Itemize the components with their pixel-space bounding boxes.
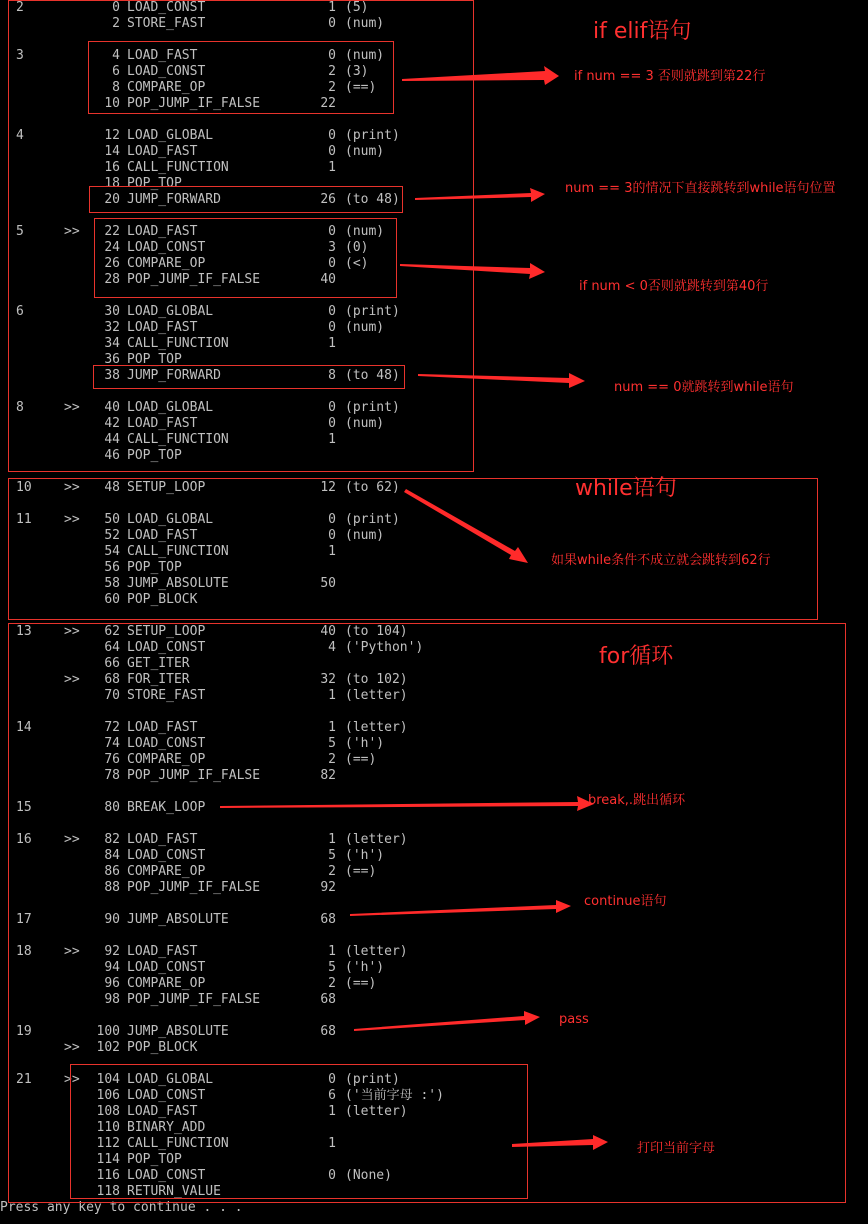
opcode-argument: 1 [328, 336, 336, 351]
opcode-argument: 0 [328, 16, 336, 31]
bytecode-offset: 100 [96, 1024, 120, 1039]
opcode-argument: 2 [328, 752, 336, 767]
opcode-argument: 1 [328, 1136, 336, 1151]
argument-description: (num) [345, 528, 385, 543]
source-line-number: 21 [16, 1072, 32, 1087]
argument-description: (num) [345, 224, 385, 239]
bytecode-offset: 54 [104, 544, 120, 559]
opcode-name: COMPARE_OP [127, 256, 206, 271]
opcode-argument: 3 [328, 240, 336, 255]
bytecode-offset: 30 [104, 304, 120, 319]
opcode-name: FOR_ITER [127, 672, 190, 687]
source-line-number: 8 [16, 400, 24, 415]
opcode-argument: 2 [328, 80, 336, 95]
bytecode-offset: 24 [104, 240, 120, 255]
argument-description: (num) [345, 320, 385, 335]
argument-description: (letter) [345, 832, 408, 847]
arrow-8 [354, 1011, 540, 1031]
note-pass: pass [559, 1012, 589, 1027]
bytecode-offset: 102 [96, 1040, 120, 1055]
opcode-name: LOAD_CONST [127, 640, 206, 655]
bytecode-offset: 78 [104, 768, 120, 783]
bytecode-offset: 22 [104, 224, 120, 239]
opcode-name: POP_JUMP_IF_FALSE [127, 96, 261, 111]
opcode-argument: 0 [328, 144, 336, 159]
argument-description: (print) [345, 1072, 400, 1087]
argument-description: (letter) [345, 720, 408, 735]
bytecode-offset: 12 [104, 128, 120, 143]
jump-target-marker: >> [64, 224, 80, 239]
argument-description: (num) [345, 48, 385, 63]
opcode-name: LOAD_FAST [127, 48, 198, 63]
opcode-argument: 0 [328, 304, 336, 319]
opcode-argument: 8 [328, 368, 336, 383]
source-line-number: 3 [16, 48, 24, 63]
opcode-argument: 1 [328, 160, 336, 175]
argument-description: (num) [345, 416, 385, 431]
bytecode-offset: 48 [104, 480, 120, 495]
bytecode-offset: 60 [104, 592, 120, 607]
bytecode-offset: 40 [104, 400, 120, 415]
argument-description: (print) [345, 304, 400, 319]
opcode-argument: 68 [320, 992, 336, 1007]
bytecode-offset: 106 [96, 1088, 120, 1103]
source-line-number: 18 [16, 944, 32, 959]
bytecode-offset: 36 [104, 352, 120, 367]
arrow-2 [415, 188, 545, 202]
opcode-name: LOAD_GLOBAL [127, 512, 214, 527]
bytecode-offset: 56 [104, 560, 120, 575]
argument-description: (==) [345, 976, 377, 991]
opcode-argument: 1 [328, 944, 336, 959]
bytecode-offset: 10 [104, 96, 120, 111]
bytecode-offset: 72 [104, 720, 120, 735]
opcode-name: LOAD_GLOBAL [127, 304, 214, 319]
arrow-7 [350, 900, 571, 916]
opcode-argument: 1 [328, 688, 336, 703]
jump-target-marker: >> [64, 480, 80, 495]
opcode-name: BINARY_ADD [127, 1120, 206, 1135]
opcode-argument: 0 [328, 528, 336, 543]
argument-description: (to 48) [345, 192, 400, 207]
bytecode-offset: 82 [104, 832, 120, 847]
opcode-argument: 40 [320, 272, 336, 287]
argument-description: (3) [345, 64, 369, 79]
opcode-argument: 1 [328, 832, 336, 847]
bytecode-offset: 18 [104, 176, 120, 191]
opcode-name: LOAD_GLOBAL [127, 400, 214, 415]
note-jump-40: if num < 0否则就跳转到第40行 [579, 279, 769, 294]
argument-description: ('h') [345, 736, 385, 751]
opcode-name: CALL_FUNCTION [127, 544, 229, 559]
if-elif-title: if elif语句 [593, 19, 692, 44]
argument-description: (to 48) [345, 368, 400, 383]
opcode-name: POP_BLOCK [127, 592, 198, 607]
source-line-number: 14 [16, 720, 32, 735]
bytecode-offset: 44 [104, 432, 120, 447]
bytecode-offset: 8 [112, 80, 120, 95]
argument-description: (==) [345, 752, 377, 767]
source-line-number: 17 [16, 912, 32, 927]
bytecode-offset: 68 [104, 672, 120, 687]
opcode-argument: 0 [328, 512, 336, 527]
opcode-argument: 1 [328, 544, 336, 559]
opcode-argument: 40 [320, 624, 336, 639]
while-title: while语句 [575, 476, 677, 501]
opcode-name: SETUP_LOOP [127, 624, 206, 639]
opcode-argument: 1 [328, 432, 336, 447]
bytecode-offset: 74 [104, 736, 120, 751]
opcode-name: CALL_FUNCTION [127, 1136, 229, 1151]
jump-target-marker: >> [64, 512, 80, 527]
opcode-name: LOAD_CONST [127, 736, 206, 751]
opcode-name: LOAD_CONST [127, 1088, 206, 1103]
bytecode-offset: 76 [104, 752, 120, 767]
opcode-name: COMPARE_OP [127, 752, 206, 767]
argument-description: (<) [345, 256, 369, 271]
argument-description: (to 62) [345, 480, 400, 495]
opcode-argument: 5 [328, 736, 336, 751]
opcode-argument: 12 [320, 480, 336, 495]
arrow-1 [402, 66, 559, 85]
opcode-name: POP_JUMP_IF_FALSE [127, 880, 261, 895]
bytecode-offset: 84 [104, 848, 120, 863]
note-jump-22: if num == 3 否则就跳到第22行 [574, 69, 766, 84]
opcode-argument: 2 [328, 64, 336, 79]
arrow-9 [512, 1135, 608, 1150]
source-line-number: 4 [16, 128, 24, 143]
opcode-argument: 0 [328, 320, 336, 335]
argument-description: (==) [345, 80, 377, 95]
opcode-name: LOAD_CONST [127, 848, 206, 863]
arrow-6 [220, 796, 594, 811]
argument-description: (None) [345, 1168, 392, 1183]
source-line-number: 5 [16, 224, 24, 239]
opcode-argument: 22 [320, 96, 336, 111]
opcode-argument: 4 [328, 640, 336, 655]
jump-target-marker: >> [64, 400, 80, 415]
opcode-name: POP_TOP [127, 448, 182, 463]
opcode-name: LOAD_FAST [127, 832, 198, 847]
jump-target-marker: >> [64, 1040, 80, 1055]
source-line-number: 15 [16, 800, 32, 815]
jump-target-marker: >> [64, 624, 80, 639]
opcode-argument: 2 [328, 976, 336, 991]
note-break: break,.跳出循环 [588, 793, 686, 808]
bytecode-offset: 92 [104, 944, 120, 959]
opcode-name: LOAD_GLOBAL [127, 128, 214, 143]
opcode-name: LOAD_FAST [127, 224, 198, 239]
argument-description: (5) [345, 0, 369, 15]
opcode-name: POP_JUMP_IF_FALSE [127, 992, 261, 1007]
opcode-name: CALL_FUNCTION [127, 160, 229, 175]
opcode-argument: 0 [328, 1072, 336, 1087]
bytecode-offset: 108 [96, 1104, 120, 1119]
argument-description: (0) [345, 240, 369, 255]
bytecode-offset: 80 [104, 800, 120, 815]
opcode-name: STORE_FAST [127, 16, 206, 31]
opcode-argument: 1 [328, 1104, 336, 1119]
bytecode-offset: 0 [112, 0, 120, 15]
opcode-argument: 26 [320, 192, 336, 207]
opcode-name: CALL_FUNCTION [127, 432, 229, 447]
argument-description: (num) [345, 144, 385, 159]
bytecode-offset: 64 [104, 640, 120, 655]
bytecode-offset: 66 [104, 656, 120, 671]
arrow-5 [404, 489, 528, 563]
opcode-name: CALL_FUNCTION [127, 336, 229, 351]
opcode-name: BREAK_LOOP [127, 800, 206, 815]
opcode-name: POP_TOP [127, 560, 182, 575]
opcode-name: LOAD_CONST [127, 0, 206, 15]
opcode-argument: 32 [320, 672, 336, 687]
jump-target-marker: >> [64, 1072, 80, 1087]
argument-description: (letter) [345, 688, 408, 703]
argument-description: (letter) [345, 1104, 408, 1119]
opcode-name: POP_TOP [127, 352, 182, 367]
opcode-argument: 0 [328, 256, 336, 271]
note-while-62: 如果while条件不成立就会跳转到62行 [551, 553, 771, 568]
argument-description: (to 102) [345, 672, 408, 687]
opcode-name: POP_TOP [127, 176, 182, 191]
opcode-name: LOAD_FAST [127, 720, 198, 735]
opcode-name: POP_JUMP_IF_FALSE [127, 768, 261, 783]
note-continue: continue语句 [584, 894, 667, 909]
opcode-name: JUMP_FORWARD [127, 192, 221, 207]
bytecode-offset: 116 [96, 1168, 120, 1183]
opcode-name: RETURN_VALUE [127, 1184, 221, 1199]
bytecode-offset: 34 [104, 336, 120, 351]
bytecode-offset: 94 [104, 960, 120, 975]
opcode-argument: 0 [328, 224, 336, 239]
opcode-argument: 6 [328, 1088, 336, 1103]
opcode-name: POP_JUMP_IF_FALSE [127, 272, 261, 287]
source-line-number: 16 [16, 832, 32, 847]
jump-target-marker: >> [64, 672, 80, 687]
argument-description: (num) [345, 16, 385, 31]
bytecode-offset: 88 [104, 880, 120, 895]
argument-description: ('Python') [345, 640, 424, 655]
bytecode-offset: 2 [112, 16, 120, 31]
opcode-name: GET_ITER [127, 656, 190, 671]
press-any-key-prompt: Press any key to continue . . . [0, 1200, 243, 1215]
opcode-argument: 68 [320, 1024, 336, 1039]
opcode-argument: 2 [328, 864, 336, 879]
jump-target-marker: >> [64, 944, 80, 959]
bytecode-offset: 26 [104, 256, 120, 271]
opcode-argument: 92 [320, 880, 336, 895]
argument-description: (print) [345, 512, 400, 527]
opcode-name: STORE_FAST [127, 688, 206, 703]
bytecode-offset: 62 [104, 624, 120, 639]
opcode-argument: 1 [328, 0, 336, 15]
opcode-name: LOAD_FAST [127, 416, 198, 431]
opcode-name: LOAD_CONST [127, 960, 206, 975]
source-line-number: 6 [16, 304, 24, 319]
opcode-name: POP_TOP [127, 1152, 182, 1167]
opcode-name: LOAD_CONST [127, 1168, 206, 1183]
source-line-number: 19 [16, 1024, 32, 1039]
opcode-argument: 0 [328, 1168, 336, 1183]
opcode-name: LOAD_FAST [127, 528, 198, 543]
opcode-argument: 82 [320, 768, 336, 783]
bytecode-offset: 58 [104, 576, 120, 591]
opcode-name: SETUP_LOOP [127, 480, 206, 495]
for-title: for循环 [599, 644, 674, 669]
opcode-name: JUMP_ABSOLUTE [127, 576, 229, 591]
opcode-name: COMPARE_OP [127, 976, 206, 991]
bytecode-offset: 46 [104, 448, 120, 463]
bytecode-offset: 104 [96, 1072, 120, 1087]
bytecode-offset: 28 [104, 272, 120, 287]
bytecode-offset: 16 [104, 160, 120, 175]
bytecode-offset: 6 [112, 64, 120, 79]
bytecode-offset: 50 [104, 512, 120, 527]
opcode-name: JUMP_ABSOLUTE [127, 1024, 229, 1039]
argument-description: (to 104) [345, 624, 408, 639]
bytecode-offset: 38 [104, 368, 120, 383]
bytecode-offset: 90 [104, 912, 120, 927]
jump-target-marker: >> [64, 832, 80, 847]
note-print-letter: 打印当前字母 [637, 1141, 716, 1156]
bytecode-offset: 4 [112, 48, 120, 63]
arrow-4 [418, 373, 585, 388]
opcode-argument: 68 [320, 912, 336, 927]
bytecode-offset: 114 [96, 1152, 120, 1167]
opcode-name: POP_BLOCK [127, 1040, 198, 1055]
opcode-argument: 0 [328, 48, 336, 63]
source-line-number: 13 [16, 624, 32, 639]
bytecode-offset: 14 [104, 144, 120, 159]
opcode-name: JUMP_FORWARD [127, 368, 221, 383]
bytecode-offset: 70 [104, 688, 120, 703]
opcode-argument: 0 [328, 128, 336, 143]
argument-description: ('h') [345, 960, 385, 975]
opcode-name: LOAD_FAST [127, 144, 198, 159]
opcode-argument: 0 [328, 400, 336, 415]
argument-description: (==) [345, 864, 377, 879]
opcode-name: JUMP_ABSOLUTE [127, 912, 229, 927]
bytecode-offset: 110 [96, 1120, 120, 1135]
bytecode-offset: 96 [104, 976, 120, 991]
opcode-argument: 1 [328, 720, 336, 735]
bytecode-offset: 112 [96, 1136, 120, 1151]
bytecode-offset: 86 [104, 864, 120, 879]
argument-description: (print) [345, 128, 400, 143]
opcode-name: LOAD_CONST [127, 64, 206, 79]
bytecode-offset: 98 [104, 992, 120, 1007]
source-line-number: 10 [16, 480, 32, 495]
opcode-name: LOAD_FAST [127, 944, 198, 959]
note-num0-while: num == 0就跳转到while语句 [614, 380, 794, 395]
arrow-3 [400, 263, 545, 279]
opcode-name: COMPARE_OP [127, 864, 206, 879]
opcode-name: LOAD_FAST [127, 320, 198, 335]
argument-description: ('h') [345, 848, 385, 863]
bytecode-offset: 52 [104, 528, 120, 543]
note-num3-while: num == 3的情况下直接跳转到while语句位置 [565, 181, 836, 196]
bytecode-offset: 32 [104, 320, 120, 335]
source-line-number: 2 [16, 0, 24, 15]
bytecode-offset: 20 [104, 192, 120, 207]
opcode-name: LOAD_FAST [127, 1104, 198, 1119]
opcode-argument: 0 [328, 416, 336, 431]
bytecode-offset: 42 [104, 416, 120, 431]
argument-description: (letter) [345, 944, 408, 959]
opcode-name: COMPARE_OP [127, 80, 206, 95]
source-line-number: 11 [16, 512, 32, 527]
opcode-name: LOAD_CONST [127, 240, 206, 255]
opcode-argument: 50 [320, 576, 336, 591]
bytecode-offset: 118 [96, 1184, 120, 1199]
argument-description: (print) [345, 400, 400, 415]
opcode-name: LOAD_GLOBAL [127, 1072, 214, 1087]
opcode-argument: 5 [328, 848, 336, 863]
argument-description: ('当前字母 :') [345, 1088, 444, 1103]
opcode-argument: 5 [328, 960, 336, 975]
